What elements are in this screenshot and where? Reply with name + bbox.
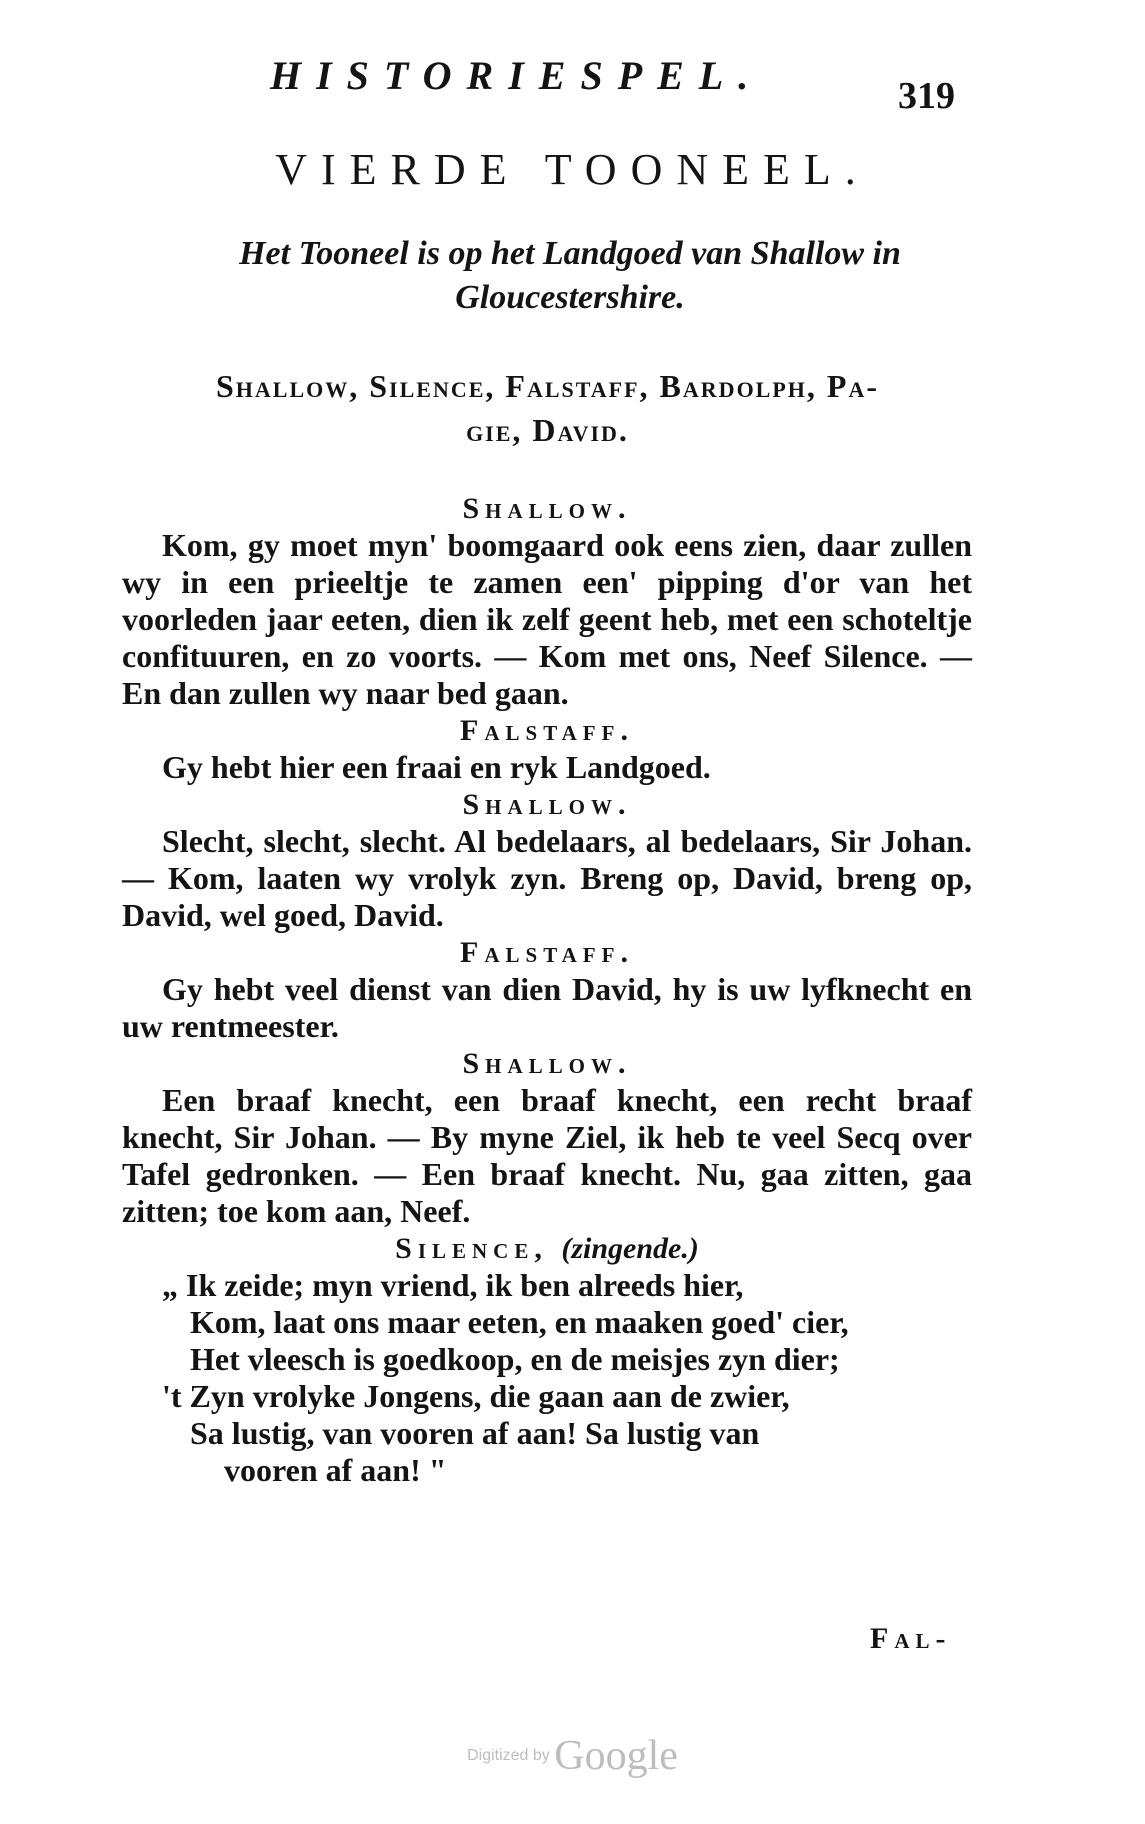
speech: Een braaf knecht, een braaf knecht, een recht braaf knecht, Sir Johan. — By myne Ziel, ik heb te veel Secq over Tafel gedronken. — Een braaf knecht. Nu, gaa zitten, gaa zitten; toe kom aan, Neef. <box>122 1082 972 1229</box>
song-line: Kom, laat ons maar eeten, en maaken goed' cier, <box>190 1304 849 1340</box>
dialogue <box>122 490 972 1489</box>
stage-direction: (zingende.) <box>561 1232 699 1265</box>
character-list <box>125 364 970 452</box>
running-head: HISTORIESPEL. <box>270 53 764 98</box>
song-line: Het vleesch is goedkoop, en de meisjes zyn dier; <box>190 1341 840 1377</box>
digitization-watermark <box>0 1732 1145 1780</box>
setting-line: Gloucestershire. <box>455 279 685 316</box>
character-line: gie, David. <box>466 412 629 448</box>
speech: Slecht, slecht, slecht. Al bedelaars, al bedelaars, Sir Johan. — Kom, laaten wy vrolyk zyn. Breng op, David, breng op, David, wel goed, David. <box>122 823 972 933</box>
speaker-name: Falstaff. <box>460 936 634 969</box>
speaker-name: Falstaff. <box>460 714 634 747</box>
speech: Kom, gy moet myn' boomgaard ook eens zien, daar zullen wy in een prieeltje te zamen een' pipping d'or van het voorleden jaar eeten, dien ik zelf geent heb, met een schoteltje confituuren, en zo voorts. — Kom met ons, Neef Silence. — En dan zullen wy naar bed gaan. <box>122 527 972 711</box>
song-line: „ Ik zeide; myn vriend, ik ben alreeds hier, <box>162 1267 744 1303</box>
speaker-name: Shallow. <box>462 1047 632 1080</box>
watermark-caption: Digitized by <box>467 1747 550 1764</box>
song-speaker <box>122 1230 972 1267</box>
character-line: Shallow, Silence, Falstaff, Bardolph, Pa- <box>216 368 879 404</box>
speech: Gy hebt hier een fraai en ryk Landgoed. <box>162 749 711 785</box>
page-number: 319 <box>898 75 955 117</box>
speaker-name: Shallow. <box>462 788 632 821</box>
song-line: 't Zyn vrolyke Jongens, die gaan aan de zwier, <box>162 1378 790 1414</box>
catchword: Fal- <box>870 1622 952 1655</box>
speaker-name: Silence, <box>395 1232 548 1265</box>
song-verse <box>122 1267 972 1489</box>
scene-setting <box>120 232 1020 320</box>
scene-title: VIERDE TOONEEL. <box>275 145 870 194</box>
song-line: Sa lustig, van vooren af aan! Sa lustig van <box>190 1415 760 1451</box>
watermark-logo: Google <box>554 1733 678 1779</box>
setting-line: Het Tooneel is op het Landgoed van Shallow in <box>239 235 901 272</box>
speaker-name: Shallow. <box>462 492 632 525</box>
song-line: vooren af aan! " <box>224 1452 447 1488</box>
speech: Gy hebt veel dienst van dien David, hy is uw lyfknecht en uw rentmeester. <box>122 971 972 1044</box>
